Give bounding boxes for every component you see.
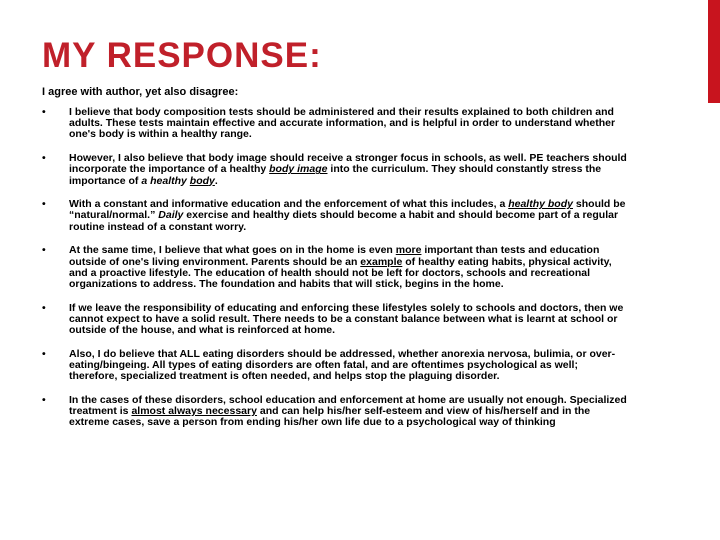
bullet-glyph: • — [42, 106, 46, 118]
bullet-item — [42, 349, 627, 383]
bullet-text: . — [214, 174, 218, 187]
emphasis-text: Daily — [158, 209, 184, 222]
bullet-text: With a constant and informative education and the enforcement of what this includes, a — [69, 198, 509, 211]
bullet-list — [42, 107, 627, 441]
emphasis-text: body — [189, 174, 215, 187]
bullet-item — [42, 107, 627, 141]
bullet-text: However, I also believe that body image should receive a stronger focus in schools, as well. PE teachers should incorporate the importance of a healthy — [69, 152, 627, 176]
slide-title: MY RESPONSE: — [42, 36, 322, 75]
bullet-item — [42, 199, 627, 233]
bullet-text: If we leave the responsibility of educating and enforcing these lifestyles solely to schools and doctors, then we cannot expect to have a solid result. There needs to be a constant balance between what is learnt at school or outside of the house, and what is reinforced at home. — [69, 301, 624, 337]
bullet-text: I believe that body composition tests should be administered and their results explained to both children and adults. These tests maintain effective and accurate information, and is helpful in order to understand whether one's body is within a healthy range. — [69, 106, 616, 141]
bullet-text: into the curriculum. They should constantly stress the importance of — [69, 163, 602, 187]
bullet-text: exercise and healthy diets should become a habit and should become part of a regular routine instead of a constant worry. — [69, 209, 619, 233]
bullet-text: important than tests and education outside of one's living environment. Parents should be an — [69, 244, 600, 268]
bullet-item — [42, 153, 627, 187]
bullet-glyph: • — [42, 347, 46, 360]
emphasis-text: example — [360, 255, 403, 268]
emphasis-text: healthy body — [508, 198, 573, 211]
bullet-glyph: • — [42, 244, 46, 257]
bullet-text: of healthy eating habits, physical activity, and a proactive lifestyle. The education of health should not be left for doctors, schools and recreational organizations to address. The foundation and habits that will stick, begins in the home. — [69, 255, 612, 290]
bullet-glyph: • — [42, 152, 46, 165]
bullet-glyph: • — [42, 198, 46, 211]
bullet-text: In the cases of these disorders, school education and enforcement at home are usually not enough. Specialized treatment is — [69, 393, 627, 418]
emphasis-text: a healthy — [141, 174, 190, 187]
bullet-item — [42, 303, 627, 337]
bullet-text: and can help his/her self-esteem and view of his/herself and in the extreme cases, save a person from ending his/her own life due to a psychological way of thinking — [69, 405, 591, 429]
bullet-text: should be “natural/normal.” — [69, 198, 626, 222]
bullet-item — [42, 245, 627, 290]
emphasis-text: almost always necessary — [131, 405, 257, 418]
accent-bar — [708, 0, 720, 103]
intro-text: I agree with author, yet also disagree: — [42, 86, 239, 98]
bullet-text: Also, I do believe that ALL eating disorders should be addressed, whether anorexia nervosa, bulimia, or over-eating/bingeing. All types of eating disorders are often fatal, and are oftentimes psychological as well; therefore, specialized treatment is often needed, and helps stop the plaguing disorder. — [69, 347, 616, 383]
bullet-glyph: • — [42, 301, 46, 314]
bullet-text: At the same time, I believe that what goes on in the home is even — [69, 244, 396, 257]
emphasis-text: body image — [269, 163, 328, 176]
emphasis-text: more — [395, 244, 422, 257]
bullet-glyph: • — [42, 393, 46, 406]
bullet-item — [42, 395, 627, 429]
